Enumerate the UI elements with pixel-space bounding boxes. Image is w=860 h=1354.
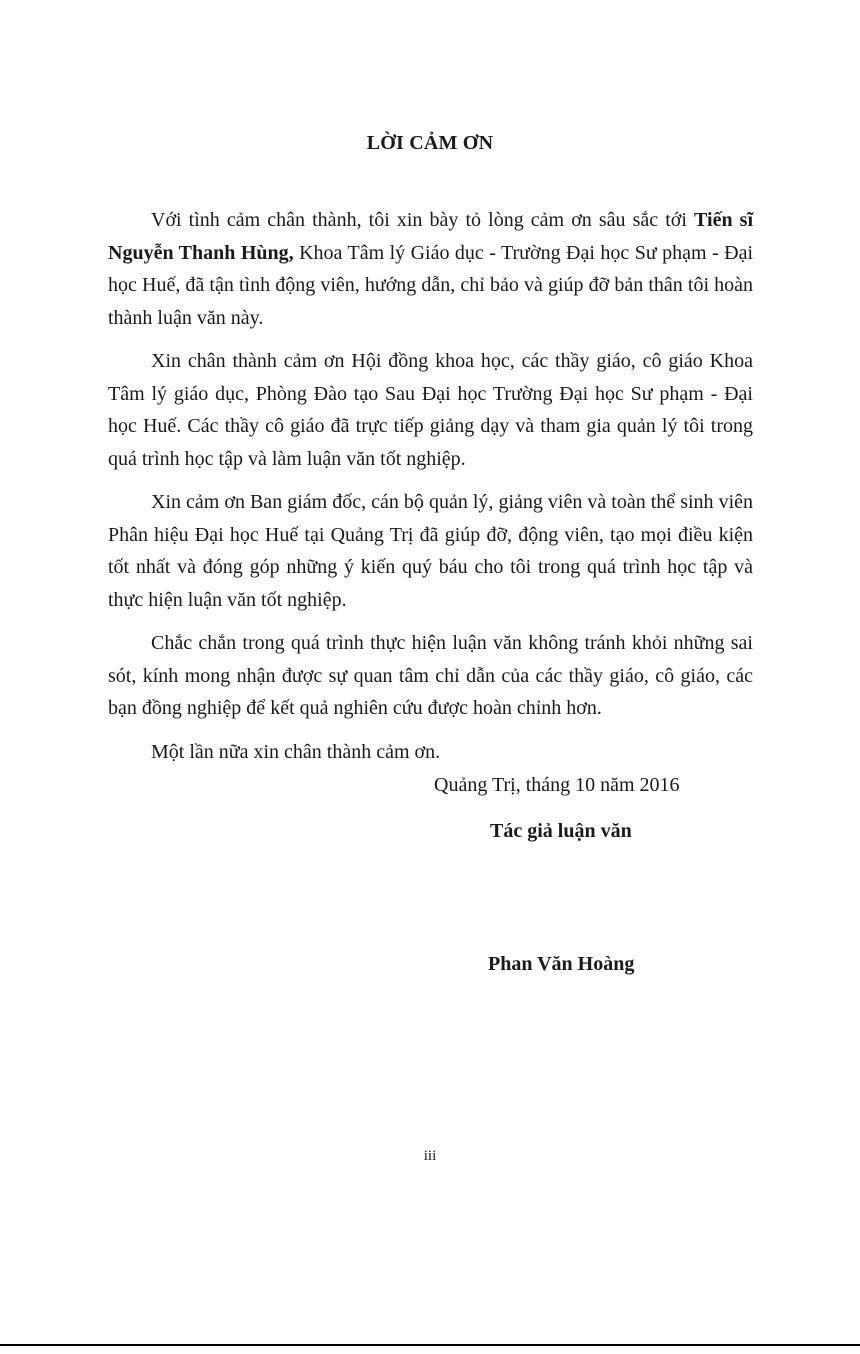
place-date: Quảng Trị, tháng 10 năm 2016: [434, 774, 680, 796]
paragraph-2: Xin chân thành cảm ơn Hội đồng khoa học, các thầy giáo, cô giáo Khoa Tâm lý giáo dục, Phòng Đào tạo Sau Đại học Trường Đại học Sư phạm - Đại học Huế. Các thầy cô giáo đã trực tiếp giảng dạy và tham gia quản lý tôi trong quá trình học tập và làm luận văn tốt nghiệp.: [108, 350, 753, 470]
paragraph-1-intro: Với tình cảm chân thành, tôi xin bày tỏ lòng cảm ơn sâu sắc tới: [151, 209, 695, 231]
advisor-name: Tiến sĩ Nguyễn Thanh Hùng,: [108, 209, 753, 264]
paragraph-5: Một lần nữa xin chân thành cảm ơn.: [151, 740, 441, 763]
author-title: Tác giả luận văn: [490, 820, 632, 842]
acknowledgement-body: [108, 204, 753, 779]
paragraph-4: Chắc chắn trong quá trình thực hiện luận văn không tránh khỏi những sai sót, kính mong nhận được sự quan tâm chỉ dẫn của các thầy giáo, cô giáo, các bạn đồng nghiệp để kết quả nghiên cứu được hoàn chỉnh hơn.: [108, 632, 753, 719]
page-number: iii: [423, 1148, 437, 1164]
paragraph-1-rest: Khoa Tâm lý Giáo dục - Trường Đại học Sư phạm - Đại học Huế, đã tận tình động viên, hướng dẫn, chỉ bảo và giúp đỡ bản thân tôi hoàn thành luận văn này.: [108, 241, 753, 329]
author-name: Phan Văn Hoàng: [488, 953, 635, 975]
page-title: LỜI CẢM ƠN: [366, 132, 494, 154]
bottom-divider: [0, 1344, 860, 1346]
paragraph-1: [108, 204, 753, 334]
paragraph-3: Xin cảm ơn Ban giám đốc, cán bộ quản lý, giảng viên và toàn thể sinh viên Phân hiệu Đại học Huế tại Quảng Trị đã giúp đỡ, động viên, tạo mọi điều kiện tốt nhất và đóng góp những ý kiến quý báu cho tôi trong quá trình học tập và thực hiện luận văn tốt nghiệp.: [108, 491, 753, 611]
